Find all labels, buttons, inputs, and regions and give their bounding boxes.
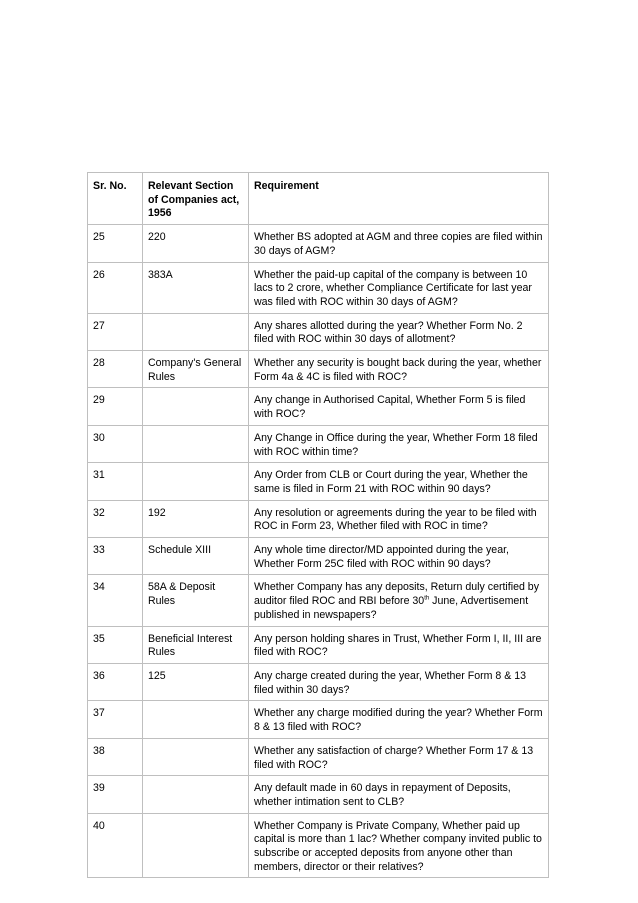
- cell-sr-no: 32: [88, 500, 143, 537]
- cell-requirement: Any person holding shares in Trust, Whether Form I, II, III are filed with ROC?: [249, 626, 549, 663]
- table-header-row: [88, 173, 549, 225]
- cell-sr-no: 28: [88, 351, 143, 388]
- cell-section: Schedule XIII: [143, 538, 249, 575]
- table-row: [88, 813, 549, 878]
- cell-section: 125: [143, 663, 249, 700]
- cell-section: [143, 701, 249, 738]
- cell-requirement: Any whole time director/MD appointed during the year, Whether Form 25C filed with ROC within 90 days?: [249, 538, 549, 575]
- ordinal-superscript: th: [424, 595, 430, 602]
- table-row: [88, 663, 549, 700]
- table-row: [88, 500, 549, 537]
- cell-sr-no: 33: [88, 538, 143, 575]
- table-row: [88, 575, 549, 626]
- compliance-table: [87, 172, 549, 878]
- cell-requirement: Whether any satisfaction of charge? Whether Form 17 & 13 filed with ROC?: [249, 738, 549, 775]
- cell-sr-no: 40: [88, 813, 143, 878]
- cell-section: 58A & Deposit Rules: [143, 575, 249, 626]
- table-row: [88, 463, 549, 500]
- cell-section: 383A: [143, 262, 249, 313]
- table-row: [88, 738, 549, 775]
- cell-requirement: [249, 575, 549, 626]
- cell-requirement: Any default made in 60 days in repayment of Deposits, whether intimation sent to CLB?: [249, 776, 549, 813]
- header-sr-no: Sr. No.: [88, 173, 143, 225]
- cell-section: [143, 388, 249, 425]
- table-row: [88, 262, 549, 313]
- cell-sr-no: 26: [88, 262, 143, 313]
- table-row: [88, 313, 549, 350]
- cell-section: Beneficial Interest Rules: [143, 626, 249, 663]
- cell-sr-no: 34: [88, 575, 143, 626]
- cell-section: 192: [143, 500, 249, 537]
- header-relevant-section: Relevant Section of Companies act, 1956: [143, 173, 249, 225]
- cell-requirement: Any change in Authorised Capital, Whether Form 5 is filed with ROC?: [249, 388, 549, 425]
- cell-section: [143, 738, 249, 775]
- cell-sr-no: 39: [88, 776, 143, 813]
- table-row: [88, 538, 549, 575]
- requirement-text-part: June, Advertisement published in newspapers?: [254, 595, 529, 621]
- table-row: [88, 351, 549, 388]
- cell-requirement: Any charge created during the year, Whether Form 8 & 13 filed within 30 days?: [249, 663, 549, 700]
- cell-requirement: Whether Company is Private Company, Whether paid up capital is more than 1 lac? Whether company invited public to subscribe or accepted deposits from anyone other than members, director or their relatives?: [249, 813, 549, 878]
- cell-requirement: Whether the paid-up capital of the company is between 10 lacs to 2 crore, whether Compliance Certificate for last year was filed with ROC within 30 days of AGM?: [249, 262, 549, 313]
- cell-section: [143, 425, 249, 462]
- table-row: [88, 388, 549, 425]
- table-row: [88, 776, 549, 813]
- table-row: [88, 425, 549, 462]
- table-row: [88, 225, 549, 262]
- table-row: [88, 701, 549, 738]
- cell-sr-no: 36: [88, 663, 143, 700]
- cell-sr-no: 29: [88, 388, 143, 425]
- cell-section: [143, 813, 249, 878]
- cell-sr-no: 31: [88, 463, 143, 500]
- cell-requirement: Any resolution or agreements during the year to be filed with ROC in Form 23, Whether filed with ROC in time?: [249, 500, 549, 537]
- cell-sr-no: 37: [88, 701, 143, 738]
- cell-requirement: Whether BS adopted at AGM and three copies are filed within 30 days of AGM?: [249, 225, 549, 262]
- cell-requirement: Any Order from CLB or Court during the year, Whether the same is filed in Form 21 with ROC within 90 days?: [249, 463, 549, 500]
- cell-section: [143, 776, 249, 813]
- table-row: [88, 626, 549, 663]
- cell-section: Company's General Rules: [143, 351, 249, 388]
- cell-sr-no: 25: [88, 225, 143, 262]
- cell-sr-no: 35: [88, 626, 143, 663]
- cell-section: [143, 463, 249, 500]
- cell-sr-no: 38: [88, 738, 143, 775]
- cell-requirement: Any shares allotted during the year? Whether Form No. 2 filed with ROC within 30 days of allotment?: [249, 313, 549, 350]
- requirement-text-part: Whether Company has any deposits, Return duly certified by auditor filed ROC and RBI before 30: [254, 581, 539, 608]
- header-requirement: Requirement: [249, 173, 549, 225]
- cell-requirement: Whether any charge modified during the year? Whether Form 8 & 13 filed with ROC?: [249, 701, 549, 738]
- cell-section: 220: [143, 225, 249, 262]
- cell-requirement: Any Change in Office during the year, Whether Form 18 filed with ROC within time?: [249, 425, 549, 462]
- cell-sr-no: 30: [88, 425, 143, 462]
- cell-requirement: Whether any security is bought back during the year, whether Form 4a & 4C is filed with ROC?: [249, 351, 549, 388]
- cell-section: [143, 313, 249, 350]
- cell-sr-no: 27: [88, 313, 143, 350]
